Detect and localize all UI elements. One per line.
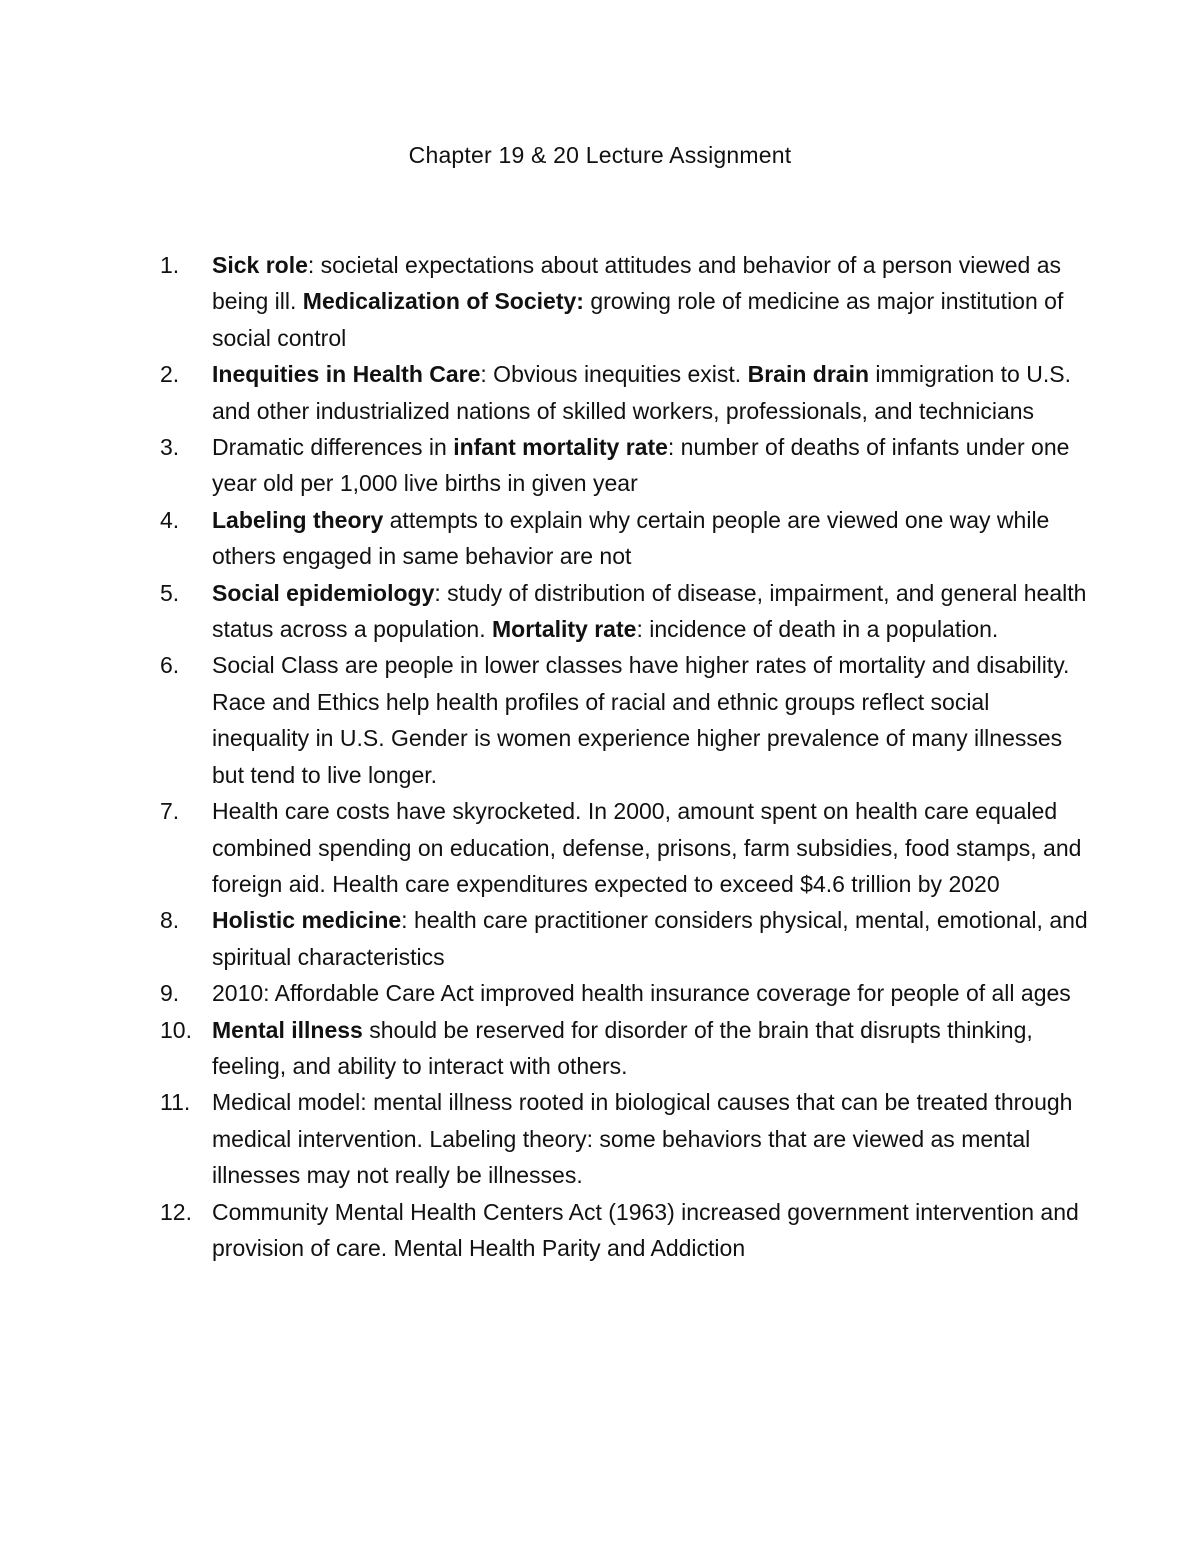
- list-item-number: 1.: [160, 252, 180, 278]
- bold-term: infant mortality rate: [453, 434, 668, 461]
- list-item-number: 8.: [160, 907, 180, 934]
- item-text: : incidence of death in a population.: [636, 616, 999, 643]
- item-text: 2010: Affordable Care Act improved health insurance coverage for people of all ages: [212, 980, 1071, 1007]
- item-text: Health care costs have skyrocketed. In 2000, amount spent on health care equaled combined spending on education, defense, prisons, farm subsidies, food stamps, and foreign aid. Health care expenditures expected to exceed $4.6 trillion by 2020: [212, 798, 1082, 897]
- item-text: attempts to explain why certain people are viewed one way while others engaged in same behavior are not: [212, 506, 1050, 570]
- list-item-number: 5.: [160, 579, 180, 606]
- list-item-number: 6.: [160, 652, 180, 679]
- list-item: [160, 429, 1090, 502]
- list-item: [160, 793, 1090, 902]
- list-item: [160, 1194, 1090, 1267]
- item-text: Dramatic differences in: [212, 434, 454, 461]
- list-item: [160, 1012, 1090, 1085]
- list-item: [160, 575, 1090, 648]
- bold-term: Mental illness: [212, 1016, 363, 1043]
- list-item: [160, 902, 1090, 975]
- item-text: growing role of medicine as major institution of social control: [212, 288, 1064, 351]
- list-item-number: 3.: [160, 434, 180, 461]
- bold-term: Mortality rate: [492, 616, 637, 643]
- list-item: [160, 647, 1090, 793]
- list-item-number: 12.: [160, 1198, 192, 1225]
- list-item-number: 9.: [160, 980, 180, 1007]
- document-title: Chapter 19 & 20 Lecture Assignment: [408, 142, 792, 168]
- item-text: Community Mental Health Centers Act (1963) increased government intervention and provision of care. Mental Health Parity and Addiction: [212, 1198, 1079, 1261]
- list-item: [160, 502, 1090, 575]
- item-text: : Obvious inequities exist.: [480, 361, 748, 388]
- bold-term: Social epidemiology: [212, 579, 435, 606]
- bold-term: Inequities in Health Care: [212, 361, 481, 388]
- list-item: [160, 356, 1090, 429]
- item-text: : study of distribution of disease, impairment, and general health status across a population.: [212, 579, 1087, 643]
- bold-term: Medicalization of Society:: [302, 288, 584, 315]
- item-text: : societal expectations about attitudes and behavior of a person viewed as being ill.: [212, 252, 1061, 315]
- list-item: [160, 1084, 1090, 1193]
- item-text: : health care practitioner considers physical, mental, emotional, and spiritual characteristics: [212, 907, 1088, 970]
- item-text: should be reserved for disorder of the brain that disrupts thinking, feeling, and ability to interact with others.: [212, 1016, 1033, 1079]
- list-item-number: 11.: [160, 1089, 191, 1116]
- bold-term: Brain drain: [747, 361, 870, 388]
- item-text: : number of deaths of infants under one year old per 1,000 live births in given year: [212, 434, 1070, 497]
- list-item-number: 4.: [160, 506, 180, 533]
- list-item: [160, 247, 1090, 356]
- list-item: [160, 975, 1090, 1011]
- item-text: Medical model: mental illness rooted in biological causes that can be treated through medical intervention. Labeling theory: some behaviors that are viewed as mental illnesses may not really be illnesses.: [212, 1089, 1073, 1189]
- list-item-number: 2.: [160, 361, 180, 388]
- numbered-list: [160, 247, 1090, 1266]
- bold-term: Sick role: [212, 252, 308, 278]
- item-text: immigration to U.S. and other industrialized nations of skilled workers, professionals, and technicians: [212, 361, 1071, 424]
- list-item-number: 7.: [160, 798, 180, 825]
- item-text: Social Class are people in lower classes have higher rates of mortality and disability. Race and Ethics help health profiles of racial and ethnic groups reflect social inequality in U.S. Gender is women experience higher prevalence of many illnesses but tend to live longer.: [212, 652, 1070, 788]
- bold-term: Labeling theory: [212, 506, 384, 533]
- bold-term: Holistic medicine: [212, 907, 402, 934]
- list-item-number: 10.: [160, 1016, 192, 1043]
